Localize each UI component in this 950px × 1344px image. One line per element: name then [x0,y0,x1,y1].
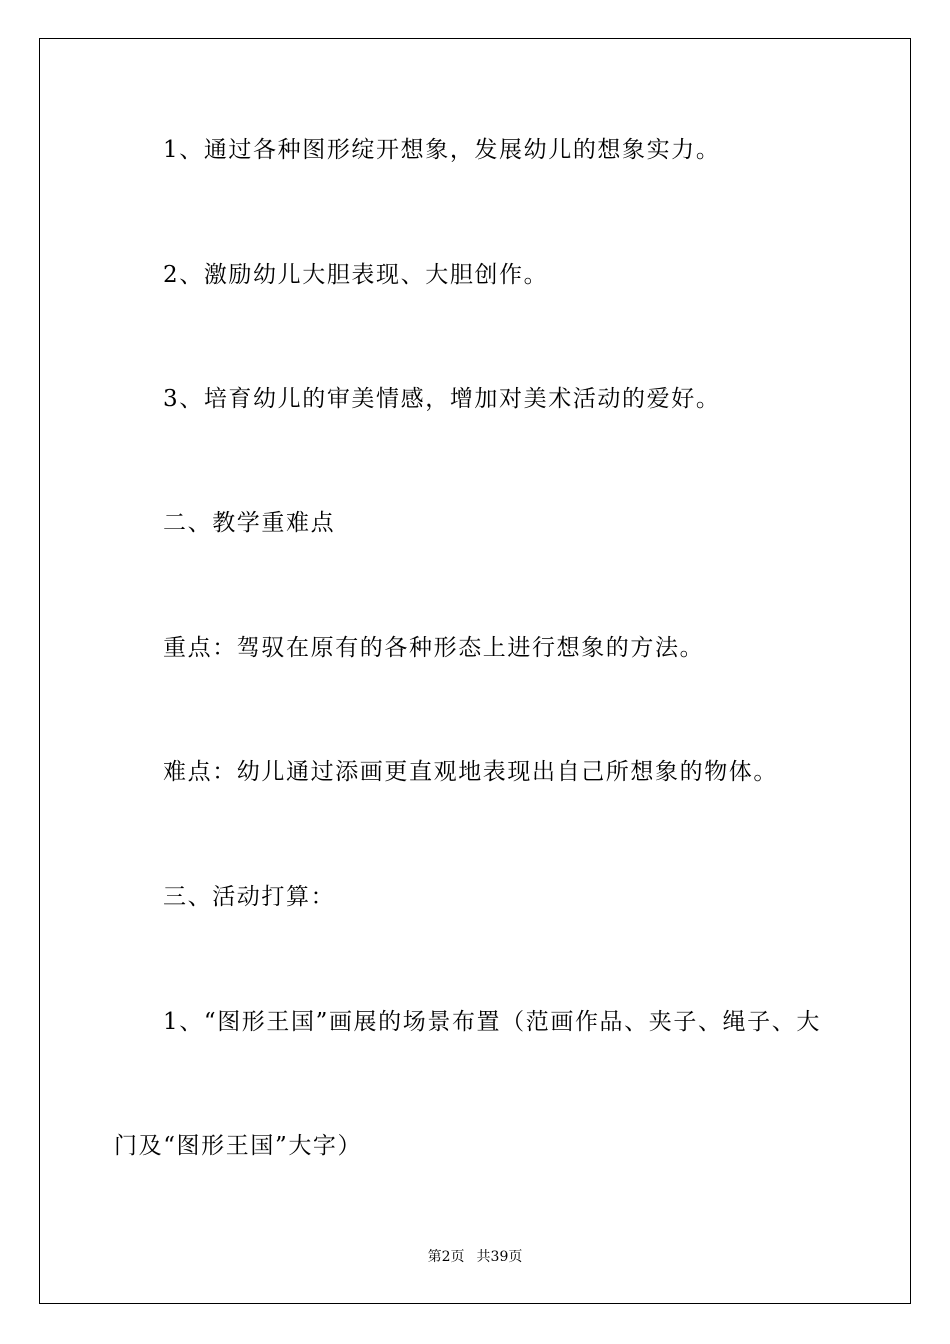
page-frame [39,38,911,1304]
text-line-3: 3、培育幼儿的审美情感，增加对美术活动的爱好。 [163,386,721,412]
page-footer [0,1248,950,1266]
text-line-2: 2、激励幼儿大胆表现、大胆创作。 [163,262,549,288]
text-line-prep-1: 1、“图形王国”画展的场景布置（范画作品、夹子、绳子、大 [163,1009,821,1035]
text-line-key-point: 重点：驾驭在原有的各种形态上进行想象的方法。 [163,635,705,661]
text-line-1: 1、通过各种图形绽开想象，发展幼儿的想象实力。 [163,137,721,163]
page-number: 第2页 [427,1249,465,1265]
section-heading-2: 二、教学重难点 [163,510,336,536]
text-line-prep-1-cont: 门及“图形王国”大字） [114,1133,363,1159]
total-pages: 共39页 [476,1249,523,1265]
section-heading-3: 三、活动打算： [163,884,336,910]
text-line-difficulty: 难点：幼儿通过添画更直观地表现出自己所想象的物体。 [163,759,778,785]
